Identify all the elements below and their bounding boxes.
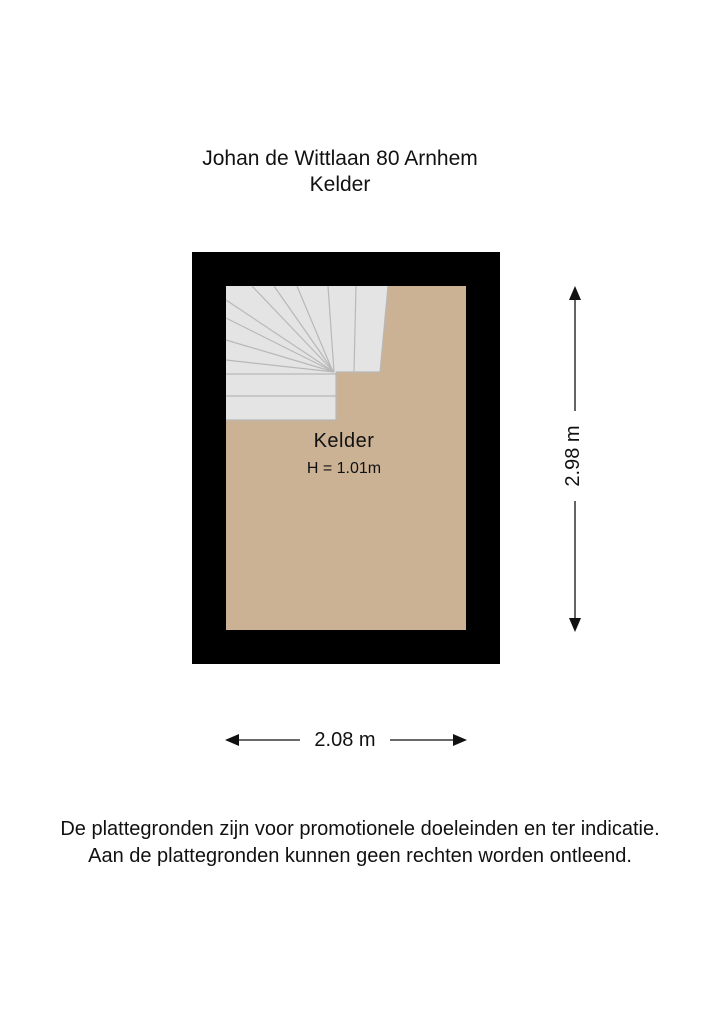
address-title: Johan de Wittlaan 80 Arnhem — [202, 147, 478, 170]
depth-label: 2.98 m — [561, 411, 585, 501]
floor-title: Kelder — [309, 173, 371, 196]
width-label: 2.08 m — [300, 728, 390, 752]
disclaimer-line-1: De plattegronden zijn voor promotionele doeleinden en ter indicatie. — [60, 818, 660, 840]
room-name: Kelder — [313, 430, 375, 452]
disclaimer-line-2: Aan de plattegronden kunnen geen rechten worden ontleend. — [88, 845, 632, 867]
room-height: H = 1.01m — [306, 460, 382, 477]
